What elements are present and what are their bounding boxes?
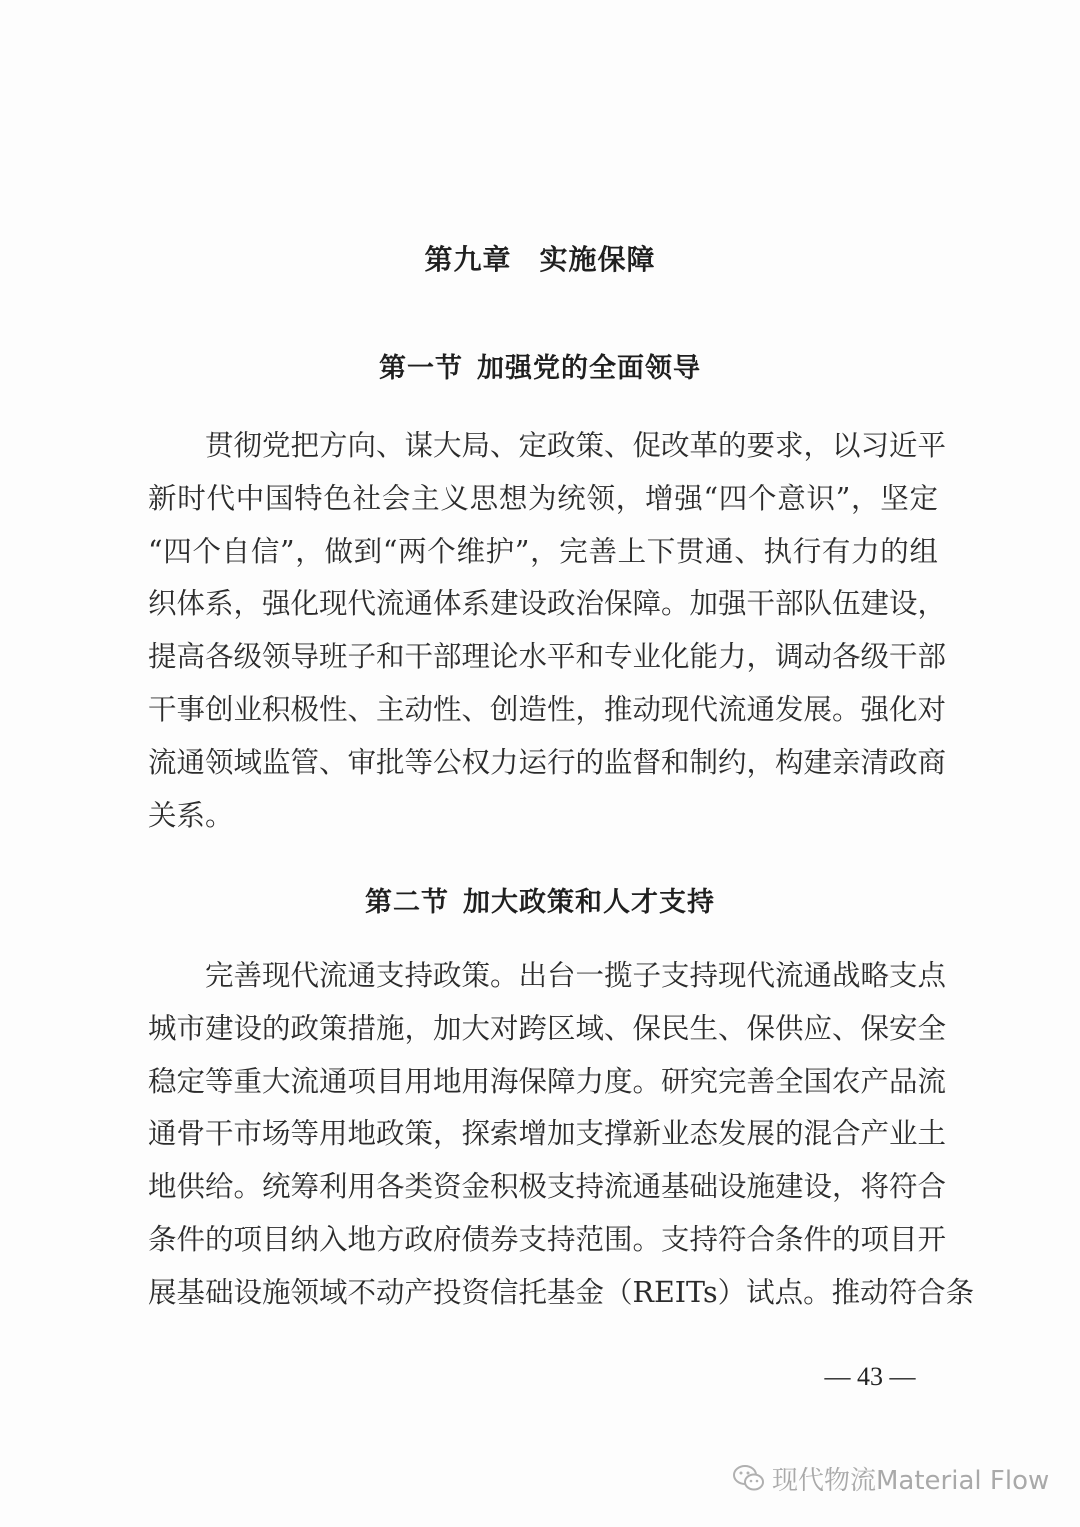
- section-number-1: 第一节: [379, 353, 463, 384]
- chapter-title: [0, 238, 1080, 278]
- section-2-paragraph: [148, 950, 975, 1320]
- paragraph-line: 新时代中国特色社会主义思想为统领，增强“四个意识”，坚定: [148, 481, 938, 515]
- section-name-1: 加强党的全面领导: [477, 353, 701, 384]
- wechat-icon: [732, 1463, 766, 1493]
- watermark: [732, 1458, 1049, 1498]
- paragraph-line: 提高各级领导班子和干部理论水平和专业化能力，调动各级干部: [148, 640, 947, 674]
- paragraph-line: 流通领域监管、审批等公权力运行的监督和制约，构建亲清政商: [148, 745, 947, 779]
- paragraph-line: 关系。: [148, 798, 234, 832]
- paragraph-line: 地供给。统筹利用各类资金积极支持流通基础设施建设，将符合: [148, 1170, 947, 1204]
- paragraph-line: 稳定等重大流通项目用地用海保障力度。研究完善全国农产品流: [148, 1064, 947, 1098]
- watermark-text: 现代物流Material Flow: [772, 1465, 1050, 1496]
- paragraph-line: 完善现代流通支持政策。出台一揽子支持现代流通战略支点: [205, 959, 947, 992]
- page-number: — 43 —: [824, 1362, 916, 1391]
- section-name-2: 加大政策和人才支持: [463, 887, 715, 918]
- section-number-2: 第二节: [365, 887, 449, 918]
- paragraph-line: 贯彻党把方向、谋大局、定政策、促改革的要求，以习近平: [205, 429, 947, 462]
- section-title-1: [0, 346, 1080, 385]
- section-1-paragraph: [148, 420, 947, 842]
- paragraph-line: 展基础设施领域不动产投资信托基金（REITs）试点。推动符合条: [148, 1275, 975, 1309]
- section-title-2: [0, 880, 1080, 919]
- paragraph-line: 通骨干市场等用地政策，探索增加支撑新业态发展的混合产业土: [148, 1117, 947, 1151]
- paragraph-line: 条件的项目纳入地方政府债券支持范围。支持符合条件的项目开: [148, 1222, 947, 1256]
- paragraph-line: 织体系，强化现代流通体系建设政治保障。加强干部队伍建设，: [148, 587, 947, 621]
- chapter-number: 第九章: [424, 243, 512, 276]
- paragraph-line: 城市建设的政策措施，加大对跨区域、保民生、保供应、保安全: [148, 1011, 947, 1045]
- paragraph-line: 干事创业积极性、主动性、创造性，推动现代流通发展。强化对: [148, 692, 947, 726]
- chapter-name: 实施保障: [539, 243, 656, 276]
- paragraph-line: “四个自信”，做到“两个维护”，完善上下贯通、执行有力的组: [148, 534, 938, 568]
